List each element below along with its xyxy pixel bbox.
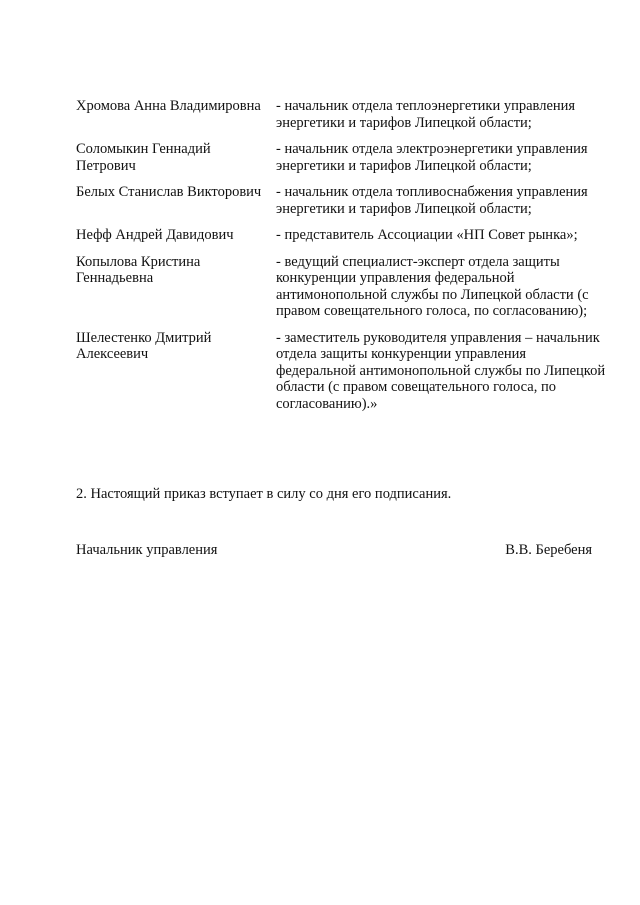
- member-row: [76, 184, 606, 217]
- member-role: - начальник отдела теплоэнергетики управления энергетики и тарифов Липецкой области;: [276, 98, 576, 131]
- signatory-title: Начальник управления: [76, 542, 218, 558]
- member-name: Белых Станислав Викторович: [76, 184, 262, 200]
- member-role: - заместитель руководителя управления – начальник отдела защиты конкуренции управления федеральной антимонопольной службы по Липецкой области (с правом совещательного голоса, по согласованию).»: [276, 329, 606, 412]
- member-row: [76, 227, 606, 244]
- member-name: Соломыкин Геннадий Петрович: [76, 141, 211, 174]
- effective-date-clause: 2. Настоящий приказ вступает в силу со дня его подписания.: [76, 486, 452, 502]
- member-role: - начальник отдела электроэнергетики управления энергетики и тарифов Липецкой области;: [276, 141, 588, 174]
- member-name: Шелестенко Дмитрий Алексеевич: [76, 329, 212, 362]
- signatory-name: В.В. Беребеня: [505, 542, 592, 558]
- member-role: - начальник отдела топливоснабжения управления энергетики и тарифов Липецкой области;: [276, 184, 588, 217]
- member-name: Хромова Анна Владимировна: [76, 98, 261, 114]
- member-role: - представитель Ассоциации «НП Совет рынка»;: [276, 227, 578, 243]
- member-name: Копылова Кристина Геннадьевна: [76, 253, 201, 286]
- member-row: [76, 141, 606, 174]
- member-name: Нефф Андрей Давидович: [76, 227, 234, 243]
- member-row: [76, 330, 606, 413]
- commission-member-list: [76, 98, 606, 422]
- member-role: - ведущий специалист-эксперт отдела защиты конкуренции управления федеральной антимонопольной службы по Липецкой области (с правом совещательного голоса, по согласованию);: [276, 253, 589, 319]
- member-row: [76, 254, 606, 320]
- member-row: [76, 98, 606, 131]
